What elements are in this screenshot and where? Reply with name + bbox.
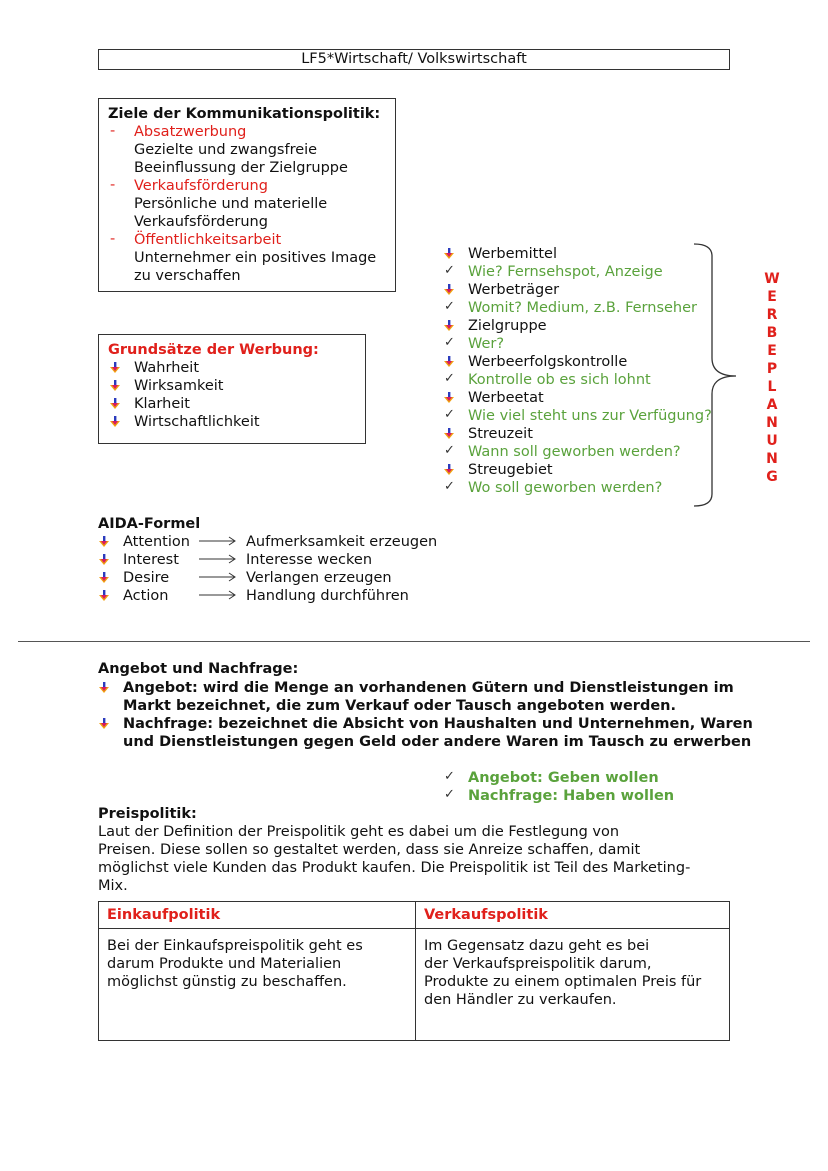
checkmark-icon: ✓ [444,407,455,422]
aida-heading: AIDA-Formel [98,516,201,532]
arrow-bullet-icon [444,356,454,368]
checkmark-icon: ✓ [444,769,455,784]
werbe-term: Werbeetat [468,390,544,406]
nachfrage-definition: und Dienstleistungen gegen Geld oder andere Waren im Tausch zu erwerben [123,734,752,750]
arrow-bullet-icon [110,398,120,410]
arrow-bullet-icon [444,464,454,476]
aida-meaning: Verlangen erzeugen [246,570,392,586]
aida-meaning: Aufmerksamkeit erzeugen [246,534,438,550]
angebot-definition: Angebot: wird die Menge an vorhandenen Gütern und Dienstleistungen im [123,680,734,696]
arrow-bullet-icon [444,428,454,440]
grundsaetze-item: Wirtschaftlichkeit [134,414,260,430]
arrow-bullet-icon [99,718,109,730]
werbe-term: Zielgruppe [468,318,547,334]
werbe-question: Wer? [468,336,505,352]
curly-brace [690,240,750,512]
aida-term: Action [123,588,169,604]
angebot-definition: Markt bezeichnet, die zum Verkauf oder Tausch angeboten werden. [123,698,677,714]
table-header: Verkaufspolitik [416,902,730,929]
ziele-item-desc: Unternehmer ein positives Image [134,250,377,266]
werbe-term: Streugebiet [468,462,553,478]
werbe-question: Wann soll geworben werden? [468,444,681,460]
arrow-bullet-icon [444,284,454,296]
ziele-item-desc: Persönliche und materielle [134,196,328,212]
ziele-item-label: Öffentlichkeitsarbeit [134,232,282,248]
preispolitik-text: Mix. [98,878,128,894]
arrow-bullet-icon [99,554,109,566]
angebot-summary: Nachfrage: Haben wollen [468,788,675,804]
preispolitik-heading: Preispolitik: [98,806,197,822]
aida-term: Desire [123,570,170,586]
werbe-question: Kontrolle ob es sich lohnt [468,372,651,388]
arrow-bullet-icon [110,362,120,374]
checkmark-icon: ✓ [444,335,455,350]
checkmark-icon: ✓ [444,479,455,494]
werbe-question: Wo soll geworben werden? [468,480,663,496]
section-divider [18,641,810,642]
dash-marker: - [110,231,116,247]
werbe-term: Werbeerfolgskontrolle [468,354,628,370]
ziele-item-desc: Beeinflussung der Zielgruppe [134,160,348,176]
arrow-bullet-icon [99,572,109,584]
checkmark-icon: ✓ [444,787,455,802]
table-cell: Im Gegensatz dazu geht es bei der Verkaufspreispolitik darum, Produkte zu einem optimalen Preis für den Händler zu verkaufen. [416,929,730,1041]
grundsaetze-item: Wahrheit [134,360,200,376]
werbeplanung-label: W E R B E P L A N U N G [764,271,780,485]
checkmark-icon: ✓ [444,299,455,314]
ziele-item-label: Verkaufsförderung [134,178,268,194]
dash-marker: - [110,123,116,139]
arrow-bullet-icon [110,380,120,392]
ziele-heading: Ziele der Kommunikationspolitik: [108,106,381,122]
arrow-bullet-icon [110,416,120,428]
aida-term: Attention [123,534,190,550]
checkmark-icon: ✓ [444,263,455,278]
ziele-item-desc: zu verschaffen [134,268,241,284]
arrow-right-icon [198,553,238,565]
werbe-term: Werbemittel [468,246,557,262]
checkmark-icon: ✓ [444,371,455,386]
arrow-bullet-icon [99,536,109,548]
preispolitik-text: Preisen. Diese sollen so gestaltet werden, dass sie Anreize schaffen, damit [98,842,641,858]
table-cell: Bei der Einkaufspreispolitik geht es darum Produkte und Materialien möglichst günstig zu beschaffen. [99,929,416,1041]
arrow-right-icon [198,535,238,547]
arrow-bullet-icon [99,682,109,694]
preispolitik-text: möglichst viele Kunden das Produkt kaufen. Die Preispolitik ist Teil des Marketing- [98,860,691,876]
arrow-bullet-icon [99,590,109,602]
arrow-bullet-icon [444,320,454,332]
grundsaetze-item: Wirksamkeit [134,378,224,394]
angebot-summary: Angebot: Geben wollen [468,770,659,786]
page-title: LF5*Wirtschaft/ Volkswirtschaft [301,51,527,67]
werbe-term: Streuzeit [468,426,533,442]
ziele-item-label: Absatzwerbung [134,124,247,140]
arrow-bullet-icon [444,392,454,404]
aida-meaning: Interesse wecken [246,552,373,568]
arrow-bullet-icon [444,248,454,260]
werbe-question: Wie? Fernsehspot, Anzeige [468,264,663,280]
nachfrage-definition: Nachfrage: bezeichnet die Absicht von Haushalten und Unternehmen, Waren [123,716,753,732]
werbe-term: Werbeträger [468,282,560,298]
ziele-item-desc: Gezielte und zwangsfreie [134,142,318,158]
arrow-right-icon [198,589,238,601]
aida-meaning: Handlung durchführen [246,588,409,604]
checkmark-icon: ✓ [444,443,455,458]
preispolitik-table [98,901,730,1041]
dash-marker: - [110,177,116,193]
werbe-question: Womit? Medium, z.B. Fernseher [468,300,697,316]
grundsaetze-heading: Grundsätze der Werbung: [108,342,319,358]
aida-term: Interest [123,552,179,568]
arrow-right-icon [198,571,238,583]
preispolitik-text: Laut der Definition der Preispolitik geht es dabei um die Festlegung von [98,824,620,840]
ziele-item-desc: Verkaufsförderung [134,214,268,230]
table-header: Einkaufpolitik [99,902,416,929]
werbe-question: Wie viel steht uns zur Verfügung? [468,408,712,424]
grundsaetze-item: Klarheit [134,396,190,412]
angebot-heading: Angebot und Nachfrage: [98,661,299,677]
